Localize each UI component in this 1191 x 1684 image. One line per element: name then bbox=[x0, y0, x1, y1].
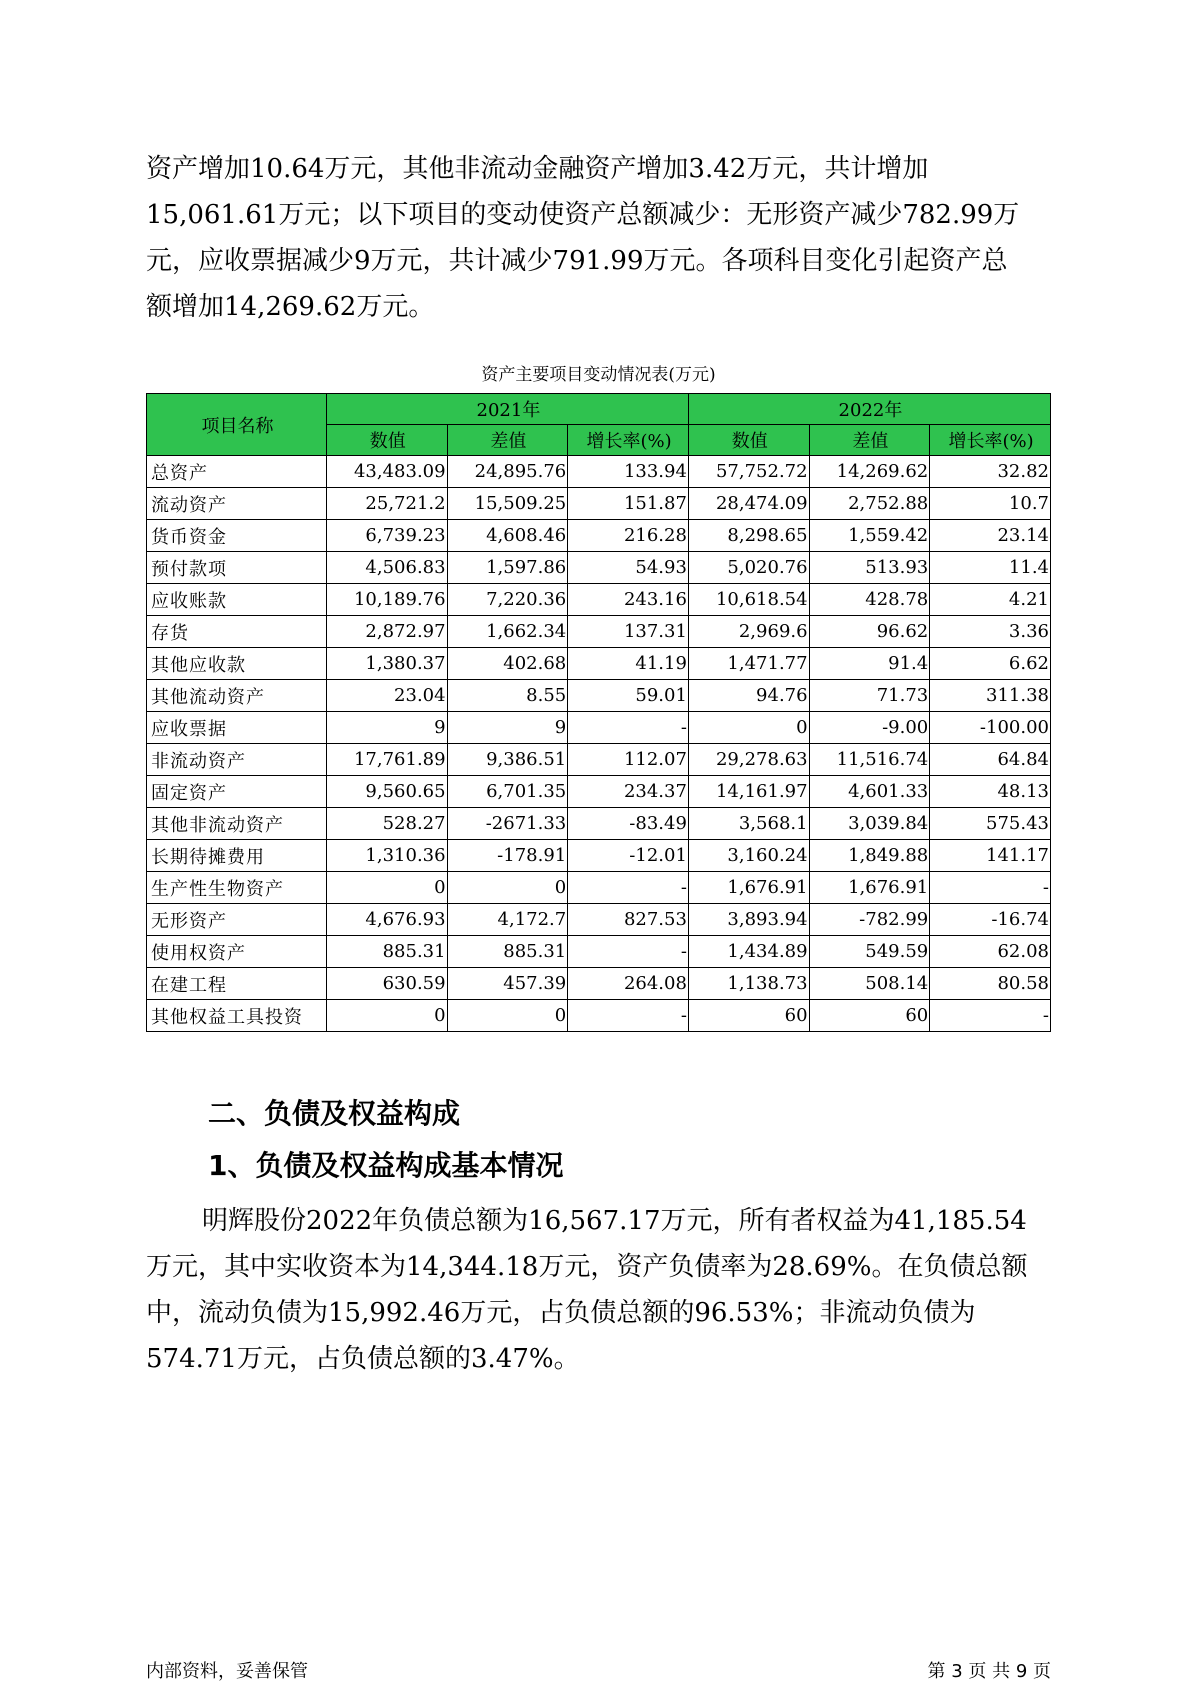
value-cell: 14,269.62 bbox=[809, 456, 930, 488]
paragraph-line: 15,061.61万元；以下项目的变动使资产总额减少：无形资产减少782.99万 bbox=[146, 200, 1020, 230]
value-cell: 48.13 bbox=[930, 776, 1051, 808]
value-cell: 1,849.88 bbox=[809, 840, 930, 872]
value-cell: 885.31 bbox=[447, 936, 568, 968]
table-row bbox=[147, 840, 1051, 872]
value-cell: 3,568.1 bbox=[688, 808, 809, 840]
value-cell: 8.55 bbox=[447, 680, 568, 712]
header-diff-2022: 差值 bbox=[809, 425, 930, 456]
value-cell: 5,020.76 bbox=[688, 552, 809, 584]
footer-page-number: 第 3 页 共 9 页 bbox=[927, 1661, 1051, 1682]
value-cell: 4,601.33 bbox=[809, 776, 930, 808]
value-cell: 29,278.63 bbox=[688, 744, 809, 776]
table-row bbox=[147, 1000, 1051, 1032]
table-row bbox=[147, 456, 1051, 488]
paragraph-line: 574.71万元，占负债总额的3.47%。 bbox=[146, 1344, 580, 1374]
table-row bbox=[147, 584, 1051, 616]
table-row bbox=[147, 680, 1051, 712]
table-row bbox=[147, 744, 1051, 776]
value-cell: 94.76 bbox=[688, 680, 809, 712]
header-value-2022: 数值 bbox=[688, 425, 809, 456]
row-label-cell: 非流动资产 bbox=[147, 744, 327, 776]
row-label-cell: 总资产 bbox=[147, 456, 327, 488]
value-cell: 234.37 bbox=[568, 776, 689, 808]
value-cell: 8,298.65 bbox=[688, 520, 809, 552]
paragraph-line: 元，应收票据减少9万元，共计减少791.99万元。各项科目变化引起资产总 bbox=[146, 246, 1008, 276]
value-cell: 1,662.34 bbox=[447, 616, 568, 648]
row-label-cell: 应收票据 bbox=[147, 712, 327, 744]
value-cell: 4,676.93 bbox=[326, 904, 447, 936]
table-row bbox=[147, 488, 1051, 520]
value-cell: 4,608.46 bbox=[447, 520, 568, 552]
value-cell: 64.84 bbox=[930, 744, 1051, 776]
liability-paragraph bbox=[146, 1198, 1051, 1382]
value-cell: 1,310.36 bbox=[326, 840, 447, 872]
value-cell: 59.01 bbox=[568, 680, 689, 712]
table-row bbox=[147, 936, 1051, 968]
table-row bbox=[147, 616, 1051, 648]
value-cell: 7,220.36 bbox=[447, 584, 568, 616]
value-cell: 151.87 bbox=[568, 488, 689, 520]
value-cell: 4.21 bbox=[930, 584, 1051, 616]
value-cell: 1,559.42 bbox=[809, 520, 930, 552]
value-cell: 32.82 bbox=[930, 456, 1051, 488]
value-cell: 4,506.83 bbox=[326, 552, 447, 584]
value-cell: 112.07 bbox=[568, 744, 689, 776]
value-cell: 9,560.65 bbox=[326, 776, 447, 808]
table-row bbox=[147, 808, 1051, 840]
row-label-cell: 在建工程 bbox=[147, 968, 327, 1000]
value-cell: 311.38 bbox=[930, 680, 1051, 712]
value-cell: 71.73 bbox=[809, 680, 930, 712]
subsection-heading: 1、负债及权益构成基本情况 bbox=[208, 1149, 564, 1182]
value-cell: 41.19 bbox=[568, 648, 689, 680]
value-cell: 14,161.97 bbox=[688, 776, 809, 808]
value-cell: -100.00 bbox=[930, 712, 1051, 744]
header-growth-2022: 增长率(%) bbox=[930, 425, 1051, 456]
value-cell: 1,380.37 bbox=[326, 648, 447, 680]
value-cell: 428.78 bbox=[809, 584, 930, 616]
value-cell: 0 bbox=[688, 712, 809, 744]
value-cell: 137.31 bbox=[568, 616, 689, 648]
value-cell: 1,138.73 bbox=[688, 968, 809, 1000]
value-cell: 827.53 bbox=[568, 904, 689, 936]
value-cell: - bbox=[930, 872, 1051, 904]
value-cell: 3,893.94 bbox=[688, 904, 809, 936]
row-label-cell: 无形资产 bbox=[147, 904, 327, 936]
paragraph-line: 万元，其中实收资本为14,344.18万元，资产负债率为28.69%。在负债总额 bbox=[146, 1252, 1028, 1282]
value-cell: 3,160.24 bbox=[688, 840, 809, 872]
value-cell: 57,752.72 bbox=[688, 456, 809, 488]
row-label-cell: 生产性生物资产 bbox=[147, 872, 327, 904]
value-cell: 3.36 bbox=[930, 616, 1051, 648]
value-cell: 133.94 bbox=[568, 456, 689, 488]
value-cell: - bbox=[930, 1000, 1051, 1032]
row-label-cell: 其他流动资产 bbox=[147, 680, 327, 712]
value-cell: 0 bbox=[447, 1000, 568, 1032]
value-cell: 513.93 bbox=[809, 552, 930, 584]
footer-confidential-note: 内部资料，妥善保管 bbox=[146, 1661, 308, 1682]
value-cell: 11.4 bbox=[930, 552, 1051, 584]
value-cell: 62.08 bbox=[930, 936, 1051, 968]
value-cell: - bbox=[568, 1000, 689, 1032]
value-cell: 264.08 bbox=[568, 968, 689, 1000]
value-cell: 1,676.91 bbox=[809, 872, 930, 904]
row-label-cell: 其他应收款 bbox=[147, 648, 327, 680]
row-label-cell: 长期待摊费用 bbox=[147, 840, 327, 872]
value-cell: -16.74 bbox=[930, 904, 1051, 936]
value-cell: -12.01 bbox=[568, 840, 689, 872]
value-cell: -83.49 bbox=[568, 808, 689, 840]
value-cell: 9,386.51 bbox=[447, 744, 568, 776]
value-cell: 2,969.6 bbox=[688, 616, 809, 648]
value-cell: 0 bbox=[447, 872, 568, 904]
value-cell: 549.59 bbox=[809, 936, 930, 968]
paragraph-line: 中，流动负债为15,992.46万元，占负债总额的96.53%；非流动负债为 bbox=[146, 1298, 976, 1328]
header-item-name: 项目名称 bbox=[147, 394, 327, 456]
value-cell: 6.62 bbox=[930, 648, 1051, 680]
value-cell: 6,701.35 bbox=[447, 776, 568, 808]
value-cell: 508.14 bbox=[809, 968, 930, 1000]
intro-paragraph bbox=[146, 146, 1051, 330]
table-body bbox=[147, 456, 1051, 1032]
paragraph-line: 资产增加10.64万元，其他非流动金融资产增加3.42万元，共计增加 bbox=[146, 154, 929, 184]
value-cell: 80.58 bbox=[930, 968, 1051, 1000]
value-cell: 15,509.25 bbox=[447, 488, 568, 520]
table-row bbox=[147, 648, 1051, 680]
value-cell: 6,739.23 bbox=[326, 520, 447, 552]
row-label-cell: 使用权资产 bbox=[147, 936, 327, 968]
value-cell: 96.62 bbox=[809, 616, 930, 648]
value-cell: 54.93 bbox=[568, 552, 689, 584]
value-cell: 60 bbox=[809, 1000, 930, 1032]
value-cell: 9 bbox=[447, 712, 568, 744]
value-cell: 0 bbox=[326, 872, 447, 904]
value-cell: 10,618.54 bbox=[688, 584, 809, 616]
value-cell: 28,474.09 bbox=[688, 488, 809, 520]
value-cell: 885.31 bbox=[326, 936, 447, 968]
asset-change-table bbox=[146, 393, 1051, 1032]
value-cell: 17,761.89 bbox=[326, 744, 447, 776]
row-label-cell: 流动资产 bbox=[147, 488, 327, 520]
value-cell: 11,516.74 bbox=[809, 744, 930, 776]
value-cell: 2,872.97 bbox=[326, 616, 447, 648]
value-cell: 528.27 bbox=[326, 808, 447, 840]
table-row bbox=[147, 904, 1051, 936]
row-label-cell: 其他非流动资产 bbox=[147, 808, 327, 840]
value-cell: 91.4 bbox=[809, 648, 930, 680]
header-year-2021: 2021年 bbox=[326, 394, 688, 425]
value-cell: -178.91 bbox=[447, 840, 568, 872]
value-cell: 23.14 bbox=[930, 520, 1051, 552]
value-cell: 10,189.76 bbox=[326, 584, 447, 616]
value-cell: 23.04 bbox=[326, 680, 447, 712]
value-cell: 141.17 bbox=[930, 840, 1051, 872]
value-cell: 43,483.09 bbox=[326, 456, 447, 488]
value-cell: -782.99 bbox=[809, 904, 930, 936]
table-row bbox=[147, 776, 1051, 808]
table-caption: 资产主要项目变动情况表(万元) bbox=[481, 365, 716, 385]
value-cell: -2671.33 bbox=[447, 808, 568, 840]
table-row bbox=[147, 712, 1051, 744]
paragraph-line: 额增加14,269.62万元。 bbox=[146, 292, 435, 322]
value-cell: 243.16 bbox=[568, 584, 689, 616]
row-label-cell: 货币资金 bbox=[147, 520, 327, 552]
value-cell: 0 bbox=[326, 1000, 447, 1032]
value-cell: -9.00 bbox=[809, 712, 930, 744]
row-label-cell: 预付款项 bbox=[147, 552, 327, 584]
header-value-2021: 数值 bbox=[326, 425, 447, 456]
table-row bbox=[147, 520, 1051, 552]
value-cell: 60 bbox=[688, 1000, 809, 1032]
value-cell: 3,039.84 bbox=[809, 808, 930, 840]
table-row bbox=[147, 872, 1051, 904]
value-cell: 216.28 bbox=[568, 520, 689, 552]
value-cell: - bbox=[568, 872, 689, 904]
value-cell: 402.68 bbox=[447, 648, 568, 680]
row-label-cell: 其他权益工具投资 bbox=[147, 1000, 327, 1032]
value-cell: 1,676.91 bbox=[688, 872, 809, 904]
row-label-cell: 应收账款 bbox=[147, 584, 327, 616]
value-cell: - bbox=[568, 712, 689, 744]
value-cell: 24,895.76 bbox=[447, 456, 568, 488]
table-row bbox=[147, 552, 1051, 584]
value-cell: 630.59 bbox=[326, 968, 447, 1000]
value-cell: 457.39 bbox=[447, 968, 568, 1000]
value-cell: 1,471.77 bbox=[688, 648, 809, 680]
header-growth-2021: 增长率(%) bbox=[568, 425, 689, 456]
value-cell: 4,172.7 bbox=[447, 904, 568, 936]
header-year-2022: 2022年 bbox=[688, 394, 1050, 425]
value-cell: 9 bbox=[326, 712, 447, 744]
row-label-cell: 存货 bbox=[147, 616, 327, 648]
table-row bbox=[147, 968, 1051, 1000]
paragraph-line: 明辉股份2022年负债总额为16,567.17万元，所有者权益为41,185.54 bbox=[202, 1206, 1027, 1236]
value-cell: 2,752.88 bbox=[809, 488, 930, 520]
value-cell: 1,597.86 bbox=[447, 552, 568, 584]
header-diff-2021: 差值 bbox=[447, 425, 568, 456]
section-heading: 二、负债及权益构成 bbox=[208, 1097, 461, 1130]
value-cell: 25,721.2 bbox=[326, 488, 447, 520]
value-cell: 10.7 bbox=[930, 488, 1051, 520]
value-cell: 1,434.89 bbox=[688, 936, 809, 968]
value-cell: - bbox=[568, 936, 689, 968]
value-cell: 575.43 bbox=[930, 808, 1051, 840]
row-label-cell: 固定资产 bbox=[147, 776, 327, 808]
